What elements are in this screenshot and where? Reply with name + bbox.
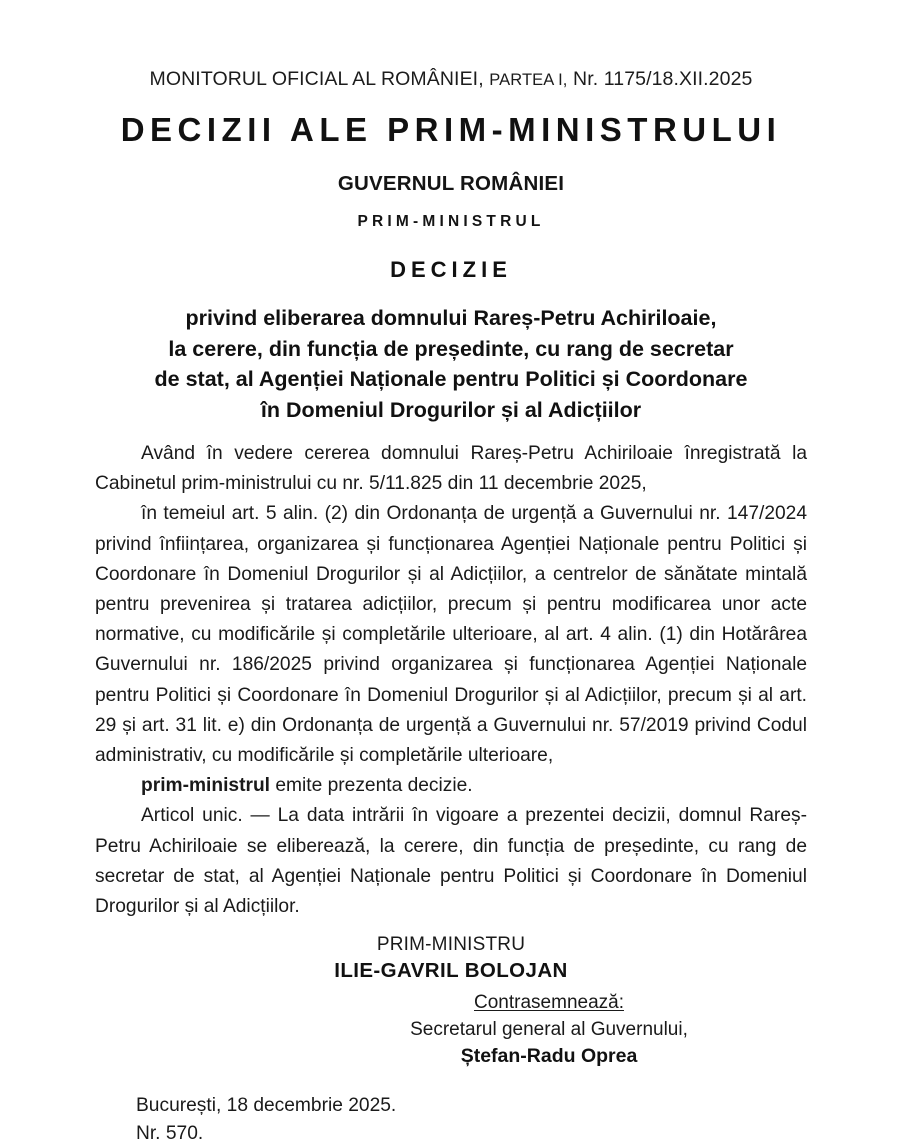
article-text: La data intrării în vigoare a prezentei decizii, domnul Rareș-Petru Achiriloaie se eliberează, la cerere, din funcția de președinte, cu rang de secretar de stat, al Agenției Naționale pentru Politici și Coordonare în Domeniul Drogurilor și al Adicțiilor. (95, 805, 807, 918)
article-unique (95, 801, 807, 922)
enactment-rest: emite prezenta decizie. (270, 775, 473, 797)
article-label: Articol unic. — (141, 805, 278, 827)
publication-issue: Nr. 1175/18.XII.2025 (573, 68, 753, 90)
document-footer (136, 1092, 902, 1148)
banner-title: DECIZII ALE PRIM-MINISTRULUI (120, 111, 782, 148)
countersignature-role: Secretarul general al Guvernului, (410, 1018, 688, 1040)
act-type: DECIZIE (390, 257, 512, 282)
document-body (95, 439, 807, 922)
preamble-recital: Având în vedere cererea domnului Rareș-Petru Achiriloaie înregistrată la Cabinetul prim-ministrului cu nr. 5/11.825 din 11 decembrie 2025, (95, 443, 807, 495)
signature-name: ILIE-GAVRIL BOLOJAN (334, 959, 568, 983)
subject-line: la cerere, din funcția de președinte, cu rang de secretar (168, 336, 734, 361)
footer-number: Nr. 570. (136, 1122, 204, 1144)
countersignature-block (196, 990, 902, 1070)
subject-line: privind eliberarea domnului Rareș-Petru Achiriloaie, (185, 306, 717, 330)
issuer-government: GUVERNUL ROMÂNIEI (337, 172, 565, 195)
issuer-role: PRIM-MINISTRUL (357, 213, 545, 230)
running-head (0, 0, 902, 91)
subject-line: în Domeniul Drogurilor și al Adicțiilor (260, 397, 642, 422)
preamble-legal-basis: în temeiul art. 5 alin. (2) din Ordonanța de urgență a Guvernului nr. 147/2024 privind înființarea, organizarea și funcționarea Agenției Naționale pentru Politici și Coordonare în Domeniul Drogurilor și al Adicțiilor, a centrelor de sănătate mintală pentru prevenirea și tratarea adicțiilor, precum și pentru modificarea unor acte normative, cu modificările și completările ulterioare, al art. 4 alin. (1) din Hotărârea Guvernului nr. 186/2025 privind organizarea și funcționarea Agenției Naționale pentru Politici și Coordonare în Domeniul Drogurilor și al Adicțiilor, precum și al art. 29 și art. 31 lit. e) din Ordonanța de urgență a Guvernului nr. 57/2019 privind Codul administrativ, cu modificările și completările ulterioare, (95, 503, 807, 767)
countersignature-label: Contrasemnează: (474, 992, 624, 1014)
countersignature-name: Ștefan-Radu Oprea (460, 1045, 638, 1068)
subject-heading (0, 303, 902, 425)
signature-role: PRIM-MINISTRU (376, 934, 526, 956)
enactment-emphasis: prim-ministrul (141, 775, 270, 797)
footer-place-date: București, 18 decembrie 2025. (136, 1094, 397, 1116)
publication-name: MONITORUL OFICIAL AL ROMÂNIEI, (149, 68, 484, 90)
signature-block (0, 932, 902, 984)
publication-part: PARTEA I, (489, 71, 568, 89)
subject-line: de stat, al Agenției Naționale pentru Politici și Coordonare (154, 367, 748, 391)
enactment-clause (95, 771, 807, 801)
